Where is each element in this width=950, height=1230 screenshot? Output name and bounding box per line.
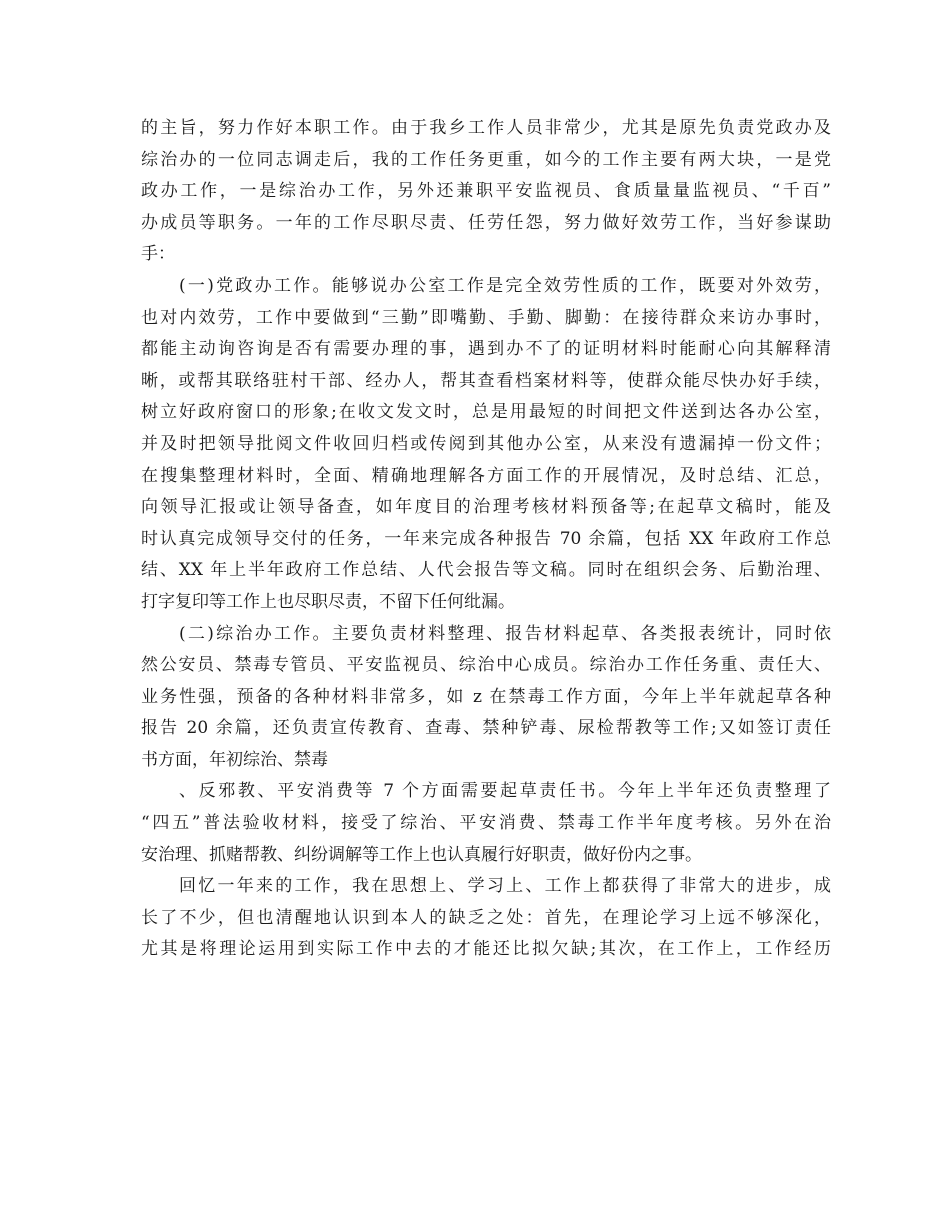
- text-line: 报告 20 余篇，还负责宣传教育、查毒、禁种铲毒、尿检帮教等工作;又如签订责任: [141, 718, 831, 739]
- text-line: 在搜集整理材料时，全面、精确地理解各方面工作的开展情况，及时总结、汇总，: [141, 465, 831, 486]
- text-line: 书方面，年初综治、禁毒: [141, 749, 328, 770]
- text-line: 政办工作，一是综治办工作，另外还兼职平安监视员、食质量量监视员、“千百”: [141, 181, 831, 202]
- text-line: 并及时把领导批阅文件收回归档或传阅到其他办公室，从来没有遗漏掉一份文件；: [141, 433, 831, 454]
- text-line: 回忆一年来的工作，我在思想上、学习上、工作上都获得了非常大的进步，成: [179, 876, 831, 897]
- text-line: “四五”普法验收材料，接受了综治、平安消费、禁毒工作半年度考核。另外在治: [141, 813, 831, 834]
- text-line: 时认真完成领导交付的任务，一年来完成各种报告 70 余篇，包括 XX 年政府工作总: [141, 528, 831, 549]
- text-line: (一)党政办工作。能够说办公室工作是完全效劳性质的工作，既要对外效劳，: [179, 275, 831, 296]
- text-line: 树立好政府窗口的形象;在收文发文时，总是用最短的时间把文件送到达各办公室，: [141, 402, 831, 423]
- text-line: 然公安员、禁毒专管员、平安监视员、综治中心成员。综治办工作任务重、责任大、: [141, 655, 831, 676]
- text-line: 办成员等职务。一年的工作尽职尽责、任劳任怨，努力做好效劳工作，当好参谋助: [141, 212, 831, 233]
- text-line: 尤其是将理论运用到实际工作中去的才能还比拟欠缺;其次，在工作上，工作经历: [141, 939, 831, 960]
- text-line: 、反邪教、平安消费等 7 个方面需要起草责任书。今年上半年还负责整理了: [179, 781, 831, 802]
- document-body: [141, 113, 831, 966]
- text-line: 打字复印等工作上也尽职尽责，不留下任何纰漏。: [141, 591, 515, 612]
- text-line: 都能主动询咨询是否有需要办理的事，遇到办不了的证明材料时能耐心向其解释清: [141, 339, 831, 360]
- text-line: 的主旨，努力作好本职工作。由于我乡工作人员非常少，尤其是原先负责党政办及: [141, 118, 831, 138]
- text-line: 安治理、抓赌帮教、纠纷调解等工作上也认真履行好职责，做好份内之事。: [141, 844, 702, 865]
- text-line: 长了不少，但也清醒地认识到本人的缺乏之处：首先，在理论学习上远不够深化，: [141, 907, 831, 928]
- text-line: 手：: [141, 244, 175, 265]
- text-line: 晰，或帮其联络驻村干部、经办人，帮其查看档案材料等，使群众能尽快办好手续，: [141, 370, 831, 391]
- text-line: 综治办的一位同志调走后，我的工作任务更重，如今的工作主要有两大块，一是党: [141, 149, 831, 170]
- text-line: 向领导汇报或让领导备查，如年度目的治理考核材料预备等;在起草文稿时，能及: [141, 497, 831, 518]
- text-line: (二)综治办工作。主要负责材料整理、报告材料起草、各类报表统计，同时依: [179, 623, 831, 644]
- text-line: 业务性强，预备的各种材料非常多，如 z 在禁毒工作方面，今年上半年就起草各种: [141, 686, 831, 707]
- text-line: 结、XX 年上半年政府工作总结、人代会报告等文稿。同时在组织会务、后勤治理、: [141, 560, 831, 581]
- text-line: 也对内效劳，工作中要做到“三勤”即嘴勤、手勤、脚勤：在接待群众来访办事时，: [141, 307, 831, 328]
